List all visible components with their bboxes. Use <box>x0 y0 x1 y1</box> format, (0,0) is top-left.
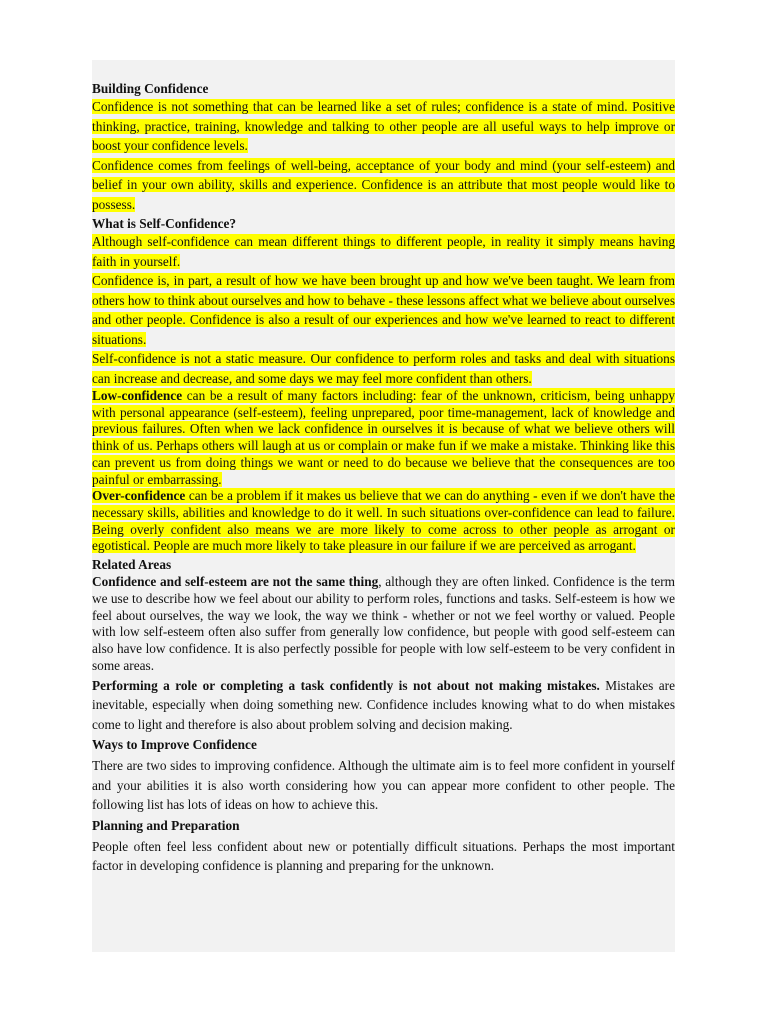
related-text-2: Mistakes are inevitable, especially when doing something new. Confidence includes knowing what to do when mistakes come to light and therefore is also about problem solving and decision making. <box>92 677 675 732</box>
over-confidence-text: can be a problem if it makes us believe that we can do anything - even if we don't have the necessary skills, abilities and knowledge to do it well. In such situations over-confidence can lead to failure. Being overly confident also means we are more likely to come across to other people as arrogant or egotistical. People are much more likely to take pleasure in our failure if we are perceived as arrogant. <box>92 488 675 554</box>
related-text-1: , although they are often linked. Confidence is the term we use to describe how we feel about our ability to perform roles, functions and tasks. Self-esteem is how we feel about ourselves, the way we look, the way we think - whether or not we feel worthy or valued. People with low self-esteem often also suffer from generally low confidence, but people with good self-esteem can also have low confidence. It is also perfectly possible for people with low self-esteem to be very confident in some areas. <box>92 574 675 674</box>
low-confidence-text: can be a result of many factors including: fear of the unknown, criticism, being unhappy with personal appearance (self-esteem), feeling unprepared, poor time-management, lack of knowledge and previous failures. Often when we lack confidence in ourselves it is because of what we believe others will think of us. Perhaps others will laugh at us or complain or make fun if we make a mistake. Thinking like this can prevent us from doing things we want or need to do because we believe that the consequences are too painful or embarrassing. <box>92 388 675 487</box>
planning-paragraph: People often feel less confident about new or potentially difficult situations. Perhaps the most important factor in developing confidence is planning and preparing for the unknown. <box>92 838 675 874</box>
highlighted-text: Confidence is not something that can be learned like a set of rules; confidence is a state of mind. Positive thinking, practice, training, knowledge and talking to other people are all useful ways to help improve or boost your confidence levels. <box>92 99 675 153</box>
self-confidence-paragraph-2 <box>92 271 675 349</box>
low-confidence-paragraph <box>92 388 675 488</box>
low-confidence-term: Low-confidence <box>92 388 183 403</box>
related-lead-2: Performing a role or completing a task confidently is not about not making mistakes. <box>92 677 600 693</box>
document-page <box>92 60 675 952</box>
highlighted-text: Self-confidence is not a static measure. Our confidence to perform roles and tasks and deal with situations can increase and decrease, and some days we may feel more confident than others. <box>92 351 675 386</box>
intro-paragraph-2 <box>92 156 675 215</box>
heading-planning-preparation: Planning and Preparation <box>92 817 240 833</box>
document-title: Building Confidence <box>92 81 209 96</box>
highlighted-text: Confidence is, in part, a result of how we have been brought up and how we've been taught. We learn from others how to think about ourselves and how to behave - these lessons affect what we believe about ourselves and other people. Confidence is also a result of our experiences and how we've learned to react to different situations. <box>92 273 675 347</box>
self-confidence-paragraph-3 <box>92 349 675 388</box>
heading-related-areas: Related Areas <box>92 557 172 573</box>
over-confidence-paragraph <box>92 488 675 555</box>
over-confidence-term: Over-confidence <box>92 488 186 504</box>
highlighted-text: Although self-confidence can mean different things to different people, in reality it simply means having faith in yourself. <box>92 234 675 269</box>
related-paragraph-1 <box>92 574 675 675</box>
related-lead-1: Confidence and self-esteem are not the same thing <box>92 574 379 590</box>
heading-what-is-self-confidence: What is Self-Confidence? <box>92 216 237 231</box>
related-paragraph-2 <box>92 676 675 735</box>
highlighted-text: Confidence comes from feelings of well-being, acceptance of your body and mind (your self-esteem) and belief in your own ability, skills and experience. Confidence is an attribute that most people would like to possess. <box>92 157 675 212</box>
ways-paragraph: There are two sides to improving confidence. Although the ultimate aim is to feel more confident in yourself and your abilities it is also worth considering how you can appear more confident to other people. The following list has lots of ideas on how to achieve this. <box>92 758 675 813</box>
heading-ways-to-improve: Ways to Improve Confidence <box>92 737 257 753</box>
self-confidence-paragraph-1 <box>92 232 675 271</box>
intro-paragraph-1 <box>92 97 675 156</box>
